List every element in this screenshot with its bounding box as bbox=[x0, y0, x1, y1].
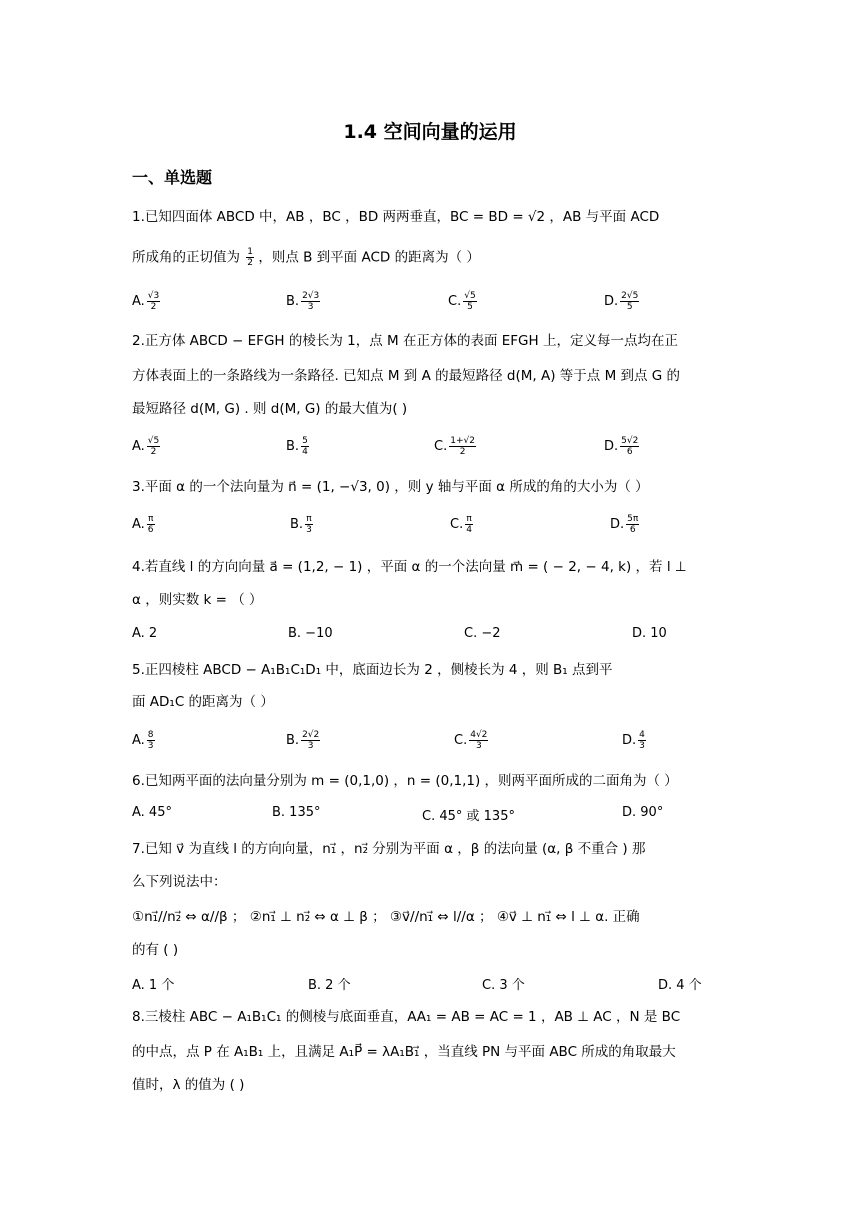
frac-numerator: √5 bbox=[147, 436, 160, 446]
option-label: D. bbox=[604, 439, 619, 454]
option-fraction bbox=[449, 436, 476, 457]
q4-option-d[interactable]: D. 10 bbox=[632, 626, 667, 641]
question-1-line-1: 1.已知四面体 ABCD 中，AB ，BC ，BD 两两垂直，BC = BD = √2 ，AB 与平面 ACD bbox=[132, 209, 660, 225]
q2-option-d[interactable] bbox=[604, 436, 639, 457]
question-3-line-1: 3.平面 α 的一个法向量为 n⃗ = (1, −√3, 0) ，则 y 轴与平面 α 所成的角的大小为（ ） bbox=[132, 479, 649, 495]
option-label: A. bbox=[132, 517, 145, 532]
frac-denominator: 3 bbox=[306, 525, 312, 535]
frac-denominator: 2 bbox=[459, 447, 466, 457]
option-label: D. bbox=[610, 517, 625, 532]
option-fraction bbox=[469, 730, 488, 751]
frac-denominator: 3 bbox=[639, 741, 645, 751]
question-7-line-1: 7.已知 v⃗ 为直线 l 的方向向量，n₁⃗ ，n₂⃗ 分别为平面 α ，β 的法向量 (α, β 不重合 ) 那 bbox=[132, 841, 646, 857]
option-label: C. bbox=[454, 733, 468, 748]
option-fraction bbox=[638, 730, 646, 751]
q6-option-a[interactable]: A. 45° bbox=[132, 805, 172, 820]
frac-denominator: 2 bbox=[150, 447, 157, 457]
option-label: A. bbox=[132, 439, 145, 454]
option-label: D. bbox=[604, 294, 619, 309]
question-8-line-3: 值时，λ 的值为 ( ) bbox=[132, 1077, 245, 1093]
question-1-text-b: ，则点 B 到平面 ACD 的距离为（ ） bbox=[258, 249, 480, 266]
option-fraction bbox=[147, 291, 160, 312]
question-1-fraction bbox=[246, 247, 254, 268]
frac-denominator: 2 bbox=[247, 258, 254, 268]
frac-denominator: 4 bbox=[466, 525, 472, 535]
frac-numerator: 8 bbox=[147, 730, 154, 740]
frac-numerator: 1 bbox=[247, 247, 254, 257]
question-8-line-2: 的中点，点 P 在 A₁B₁ 上，且满足 A₁P⃗ = λA₁B₁⃗ ，当直线 PN 与平面 ABC 所成的角取最大 bbox=[132, 1044, 676, 1060]
question-1-line-2 bbox=[132, 247, 732, 268]
q7-option-b[interactable]: B. 2 个 bbox=[308, 978, 351, 993]
option-label: B. bbox=[286, 439, 300, 454]
question-1-text-a: 所成角的正切值为 bbox=[132, 249, 240, 266]
frac-numerator: 5π bbox=[627, 514, 639, 524]
q5-option-b[interactable] bbox=[286, 730, 320, 751]
frac-denominator: 3 bbox=[307, 302, 314, 312]
frac-numerator: 2√2 bbox=[302, 730, 320, 740]
frac-denominator: 4 bbox=[302, 447, 308, 457]
option-fraction bbox=[147, 436, 160, 457]
section-heading: 一、单选题 bbox=[132, 168, 213, 187]
q1-option-a[interactable] bbox=[132, 291, 160, 312]
frac-numerator: 5√2 bbox=[621, 436, 639, 446]
frac-denominator: 3 bbox=[147, 741, 154, 751]
option-label: B. bbox=[290, 517, 304, 532]
q4-option-c[interactable]: C. −2 bbox=[464, 626, 501, 641]
option-fraction bbox=[465, 514, 473, 535]
option-fraction bbox=[147, 514, 155, 535]
frac-denominator: 6 bbox=[629, 525, 636, 535]
q3-option-a[interactable] bbox=[132, 514, 155, 535]
question-4-line-1: 4.若直线 l 的方向向量 a⃗ = (1,2, − 1) ，平面 α 的一个法向量 m⃗ = ( − 2, − 4, k) ，若 l ⊥ bbox=[132, 559, 687, 575]
option-fraction bbox=[626, 514, 639, 535]
question-8-line-1: 8.三棱柱 ABC − A₁B₁C₁ 的侧棱与底面垂直，AA₁ = AB = AC = 1 ，AB ⊥ AC ，N 是 BC bbox=[132, 1009, 681, 1025]
option-label: B. bbox=[286, 733, 300, 748]
question-7-line-3: ①n₁⃗//n₂⃗ ⇔ α//β ； ②n₁⃗ ⊥ n₂⃗ ⇔ α ⊥ β ； ③v⃗//n₁⃗ ⇔ l//α ； ④v⃗ ⊥ n₁⃗ ⇔ l ⊥ α. 正确 bbox=[132, 909, 640, 925]
option-fraction bbox=[301, 436, 309, 457]
frac-numerator: π bbox=[147, 514, 154, 524]
q7-option-d[interactable]: D. 4 个 bbox=[658, 978, 702, 993]
question-2-line-1: 2.正方体 ABCD − EFGH 的棱长为 1，点 M 在正方体的表面 EFGH 上，定义每一点均在正 bbox=[132, 333, 678, 349]
q5-option-c[interactable] bbox=[454, 730, 488, 751]
q5-option-d[interactable] bbox=[622, 730, 646, 751]
frac-numerator: √5 bbox=[464, 291, 476, 301]
q6-option-c[interactable]: C. 45° 或 135° bbox=[422, 809, 515, 824]
q1-option-b[interactable] bbox=[286, 291, 320, 312]
frac-denominator: 3 bbox=[307, 741, 314, 751]
q3-option-c[interactable] bbox=[450, 514, 473, 535]
q2-option-a[interactable] bbox=[132, 436, 160, 457]
question-2-line-2: 方体表面上的一条路线为一条路径. 已知点 M 到 A 的最短路径 d(M, A) 等于点 M 到点 G 的 bbox=[132, 368, 681, 384]
q7-option-a[interactable]: A. 1 个 bbox=[132, 978, 175, 993]
q5-option-a[interactable] bbox=[132, 730, 155, 751]
q4-option-a[interactable]: A. 2 bbox=[132, 626, 158, 641]
frac-numerator: 2√3 bbox=[302, 291, 320, 301]
question-5-line-2: 面 AD₁C 的距离为（ ） bbox=[132, 694, 274, 710]
frac-denominator: 2 bbox=[150, 302, 157, 312]
option-fraction bbox=[147, 730, 155, 751]
frac-numerator: π bbox=[466, 514, 472, 524]
question-6-line-1: 6.已知两平面的法向量分别为 m = (0,1,0) ，n = (0,1,1) ，则两平面所成的二面角为（ ） bbox=[132, 773, 678, 789]
question-4-line-2: α ，则实数 k = （ ） bbox=[132, 592, 263, 608]
frac-numerator: 1+√2 bbox=[450, 436, 475, 446]
frac-denominator: 5 bbox=[467, 302, 473, 312]
frac-numerator: π bbox=[306, 514, 312, 524]
q4-option-b[interactable]: B. −10 bbox=[288, 626, 333, 641]
frac-denominator: 5 bbox=[626, 302, 633, 312]
option-fraction bbox=[305, 514, 313, 535]
frac-numerator: 5 bbox=[302, 436, 308, 446]
option-fraction bbox=[463, 291, 476, 312]
q3-option-b[interactable] bbox=[290, 514, 313, 535]
option-label: C. bbox=[434, 439, 448, 454]
q1-option-d[interactable] bbox=[604, 291, 639, 312]
frac-numerator: √3 bbox=[147, 291, 160, 301]
question-2-line-3: 最短路径 d(M, G) . 则 d(M, G) 的最大值为( ) bbox=[132, 401, 408, 417]
option-fraction bbox=[301, 730, 320, 751]
q3-option-d[interactable] bbox=[610, 514, 639, 535]
q6-option-b[interactable]: B. 135° bbox=[272, 805, 321, 820]
frac-numerator: 2√5 bbox=[621, 291, 639, 301]
question-7-line-2: 么下列说法中： bbox=[132, 874, 227, 890]
option-fraction bbox=[620, 291, 639, 312]
question-5-line-1: 5.正四棱柱 ABCD − A₁B₁C₁D₁ 中，底面边长为 2 ，侧棱长为 4 ，则 B₁ 点到平 bbox=[132, 662, 613, 678]
frac-numerator: 4 bbox=[639, 730, 645, 740]
page-title: 1.4 空间向量的运用 bbox=[343, 121, 517, 143]
option-label: B. bbox=[286, 294, 300, 309]
option-label: D. bbox=[622, 733, 637, 748]
option-fraction bbox=[301, 291, 320, 312]
question-7-line-4: 的有 ( ) bbox=[132, 942, 179, 958]
q1-option-c[interactable] bbox=[448, 291, 477, 312]
option-label: C. bbox=[450, 517, 464, 532]
frac-denominator: 3 bbox=[475, 741, 482, 751]
option-fraction bbox=[620, 436, 639, 457]
q2-option-b[interactable] bbox=[286, 436, 309, 457]
option-label: A. bbox=[132, 733, 145, 748]
frac-numerator: 4√2 bbox=[470, 730, 488, 740]
q6-option-d[interactable]: D. 90° bbox=[622, 805, 664, 820]
q2-option-c[interactable] bbox=[434, 436, 476, 457]
option-label: C. bbox=[448, 294, 462, 309]
frac-denominator: 6 bbox=[147, 525, 154, 535]
frac-denominator: 6 bbox=[626, 447, 633, 457]
option-label: A. bbox=[132, 294, 145, 309]
q7-option-c[interactable]: C. 3 个 bbox=[482, 978, 525, 993]
